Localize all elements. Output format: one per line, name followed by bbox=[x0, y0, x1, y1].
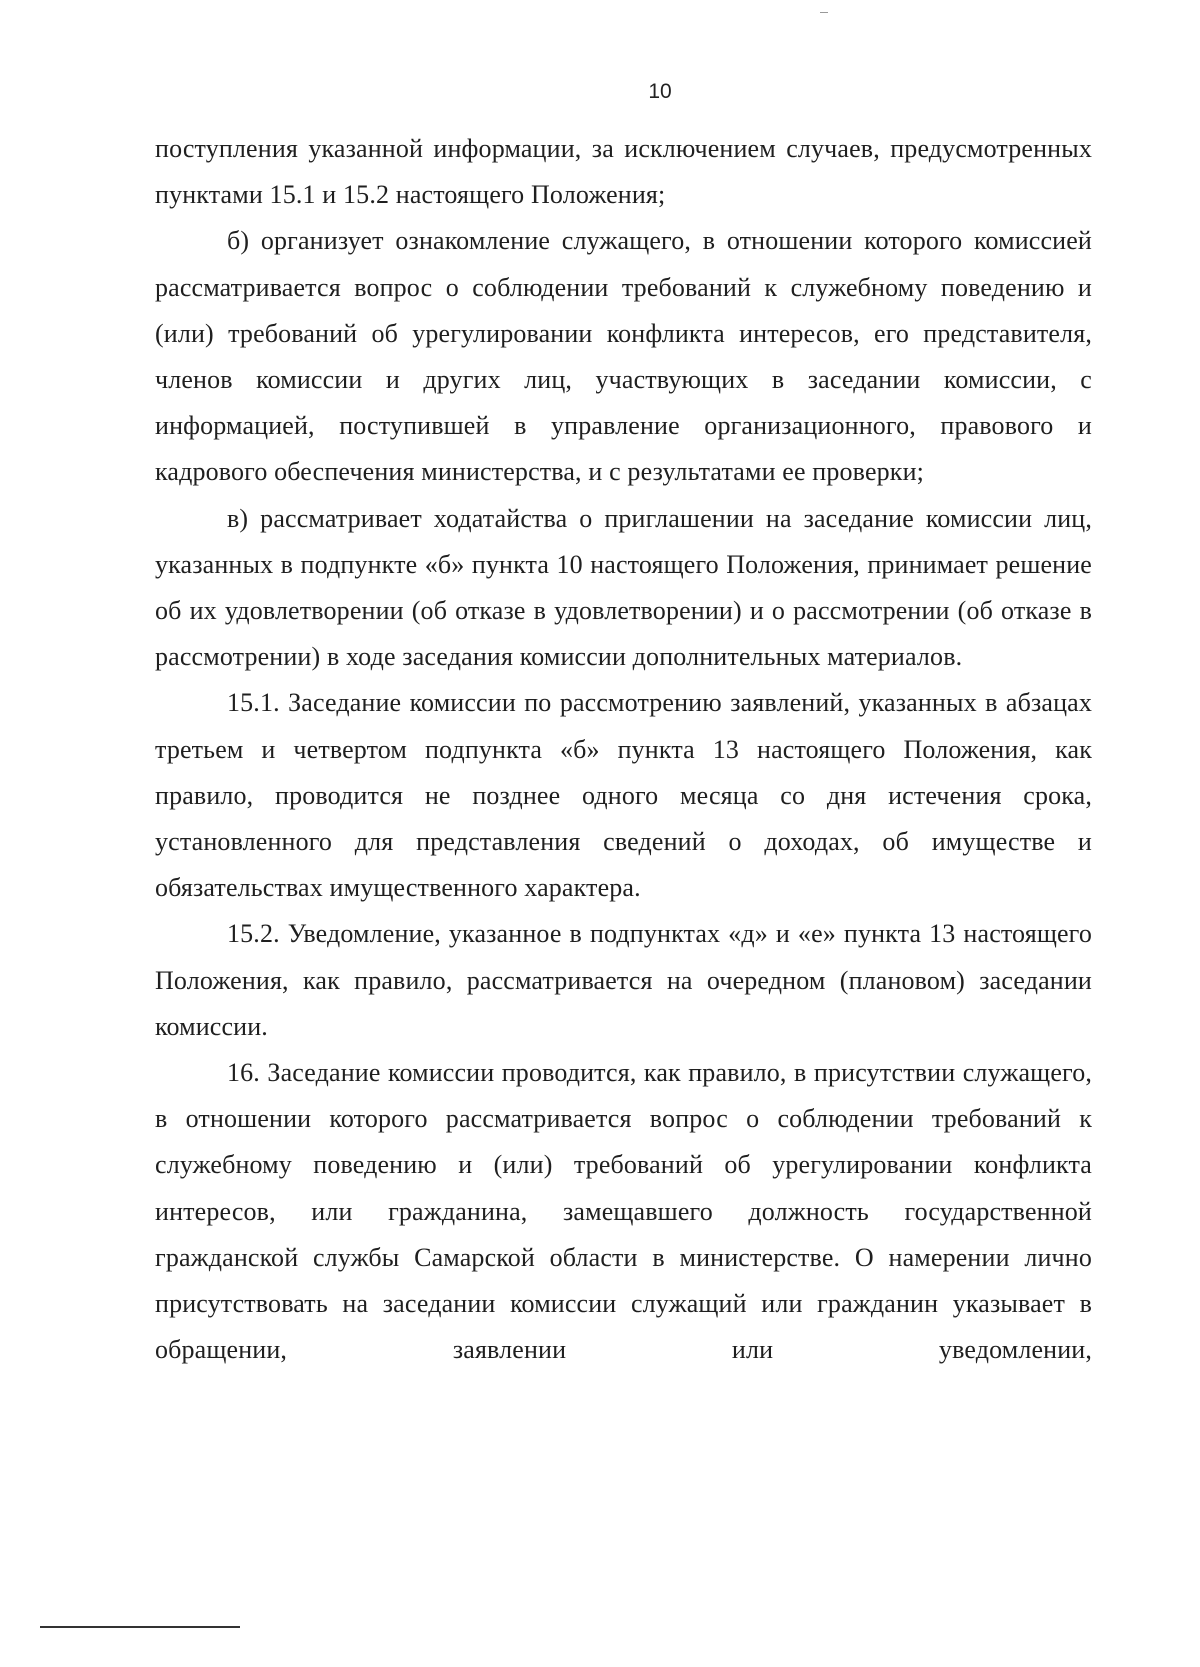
paragraph-clause-16: 16. Заседание комиссии проводится, как правило, в присутствии служащего, в отношении которого рассматривается вопрос о соблюдении требований к служебному поведению и (или) требований об урегулировании конфликта интересов, или гражданина, замещавшего должность государственной гражданской службы Самарской области в министерстве. О намерении лично присутствовать на заседании комиссии служащий или гражданин указывает в обращении, заявлении или уведомлении, bbox=[155, 1058, 1092, 1365]
paragraph-continuation: поступления указанной информации, за исключением случаев, предусмотренных пунктами 15.1 и 15.2 настоящего Положения; bbox=[155, 134, 1092, 210]
page-number: 10 bbox=[648, 80, 672, 103]
document-body bbox=[155, 126, 1092, 1373]
paragraph-clause-15-2: 15.2. Уведомление, указанное в подпунктах «д» и «е» пункта 13 настоящего Положения, как правило, рассматривается на очередном (плановом) заседании комиссии. bbox=[155, 919, 1092, 1041]
footnote-separator-line bbox=[40, 1626, 240, 1628]
paragraph-item-v: в) рассматривает ходатайства о приглашении на заседание комиссии лиц, указанных в подпункте «б» пункта 10 настоящего Положения, принимает решение об их удовлетворении (об отказе в удовлетворении) и о рассмотрении (об отказе в рассмотрении) в ходе заседания комиссии дополнительных материалов. bbox=[155, 503, 1092, 672]
paragraph-clause-15-1: 15.1. Заседание комиссии по рассмотрению заявлений, указанных в абзацах третьем и четвертом подпункта «б» пункта 13 настоящего Положения, как правило, проводится не позднее одного месяца со дня истечения срока, установленного для представления сведений о доходах, об имуществе и обязательствах имущественного характера. bbox=[155, 688, 1092, 903]
paragraph-item-b: б) организует ознакомление служащего, в отношении которого комиссией рассматривается вопрос о соблюдении требований к служебному поведению и (или) требований об урегулировании конфликта интересов, его представителя, членов комиссии и других лиц, участвующих в заседании комиссии, с информацией, поступившей в управление организационного, правового и кадрового обеспечения министерства, и с результатами ее проверки; bbox=[155, 226, 1092, 487]
scan-mark bbox=[820, 12, 828, 13]
